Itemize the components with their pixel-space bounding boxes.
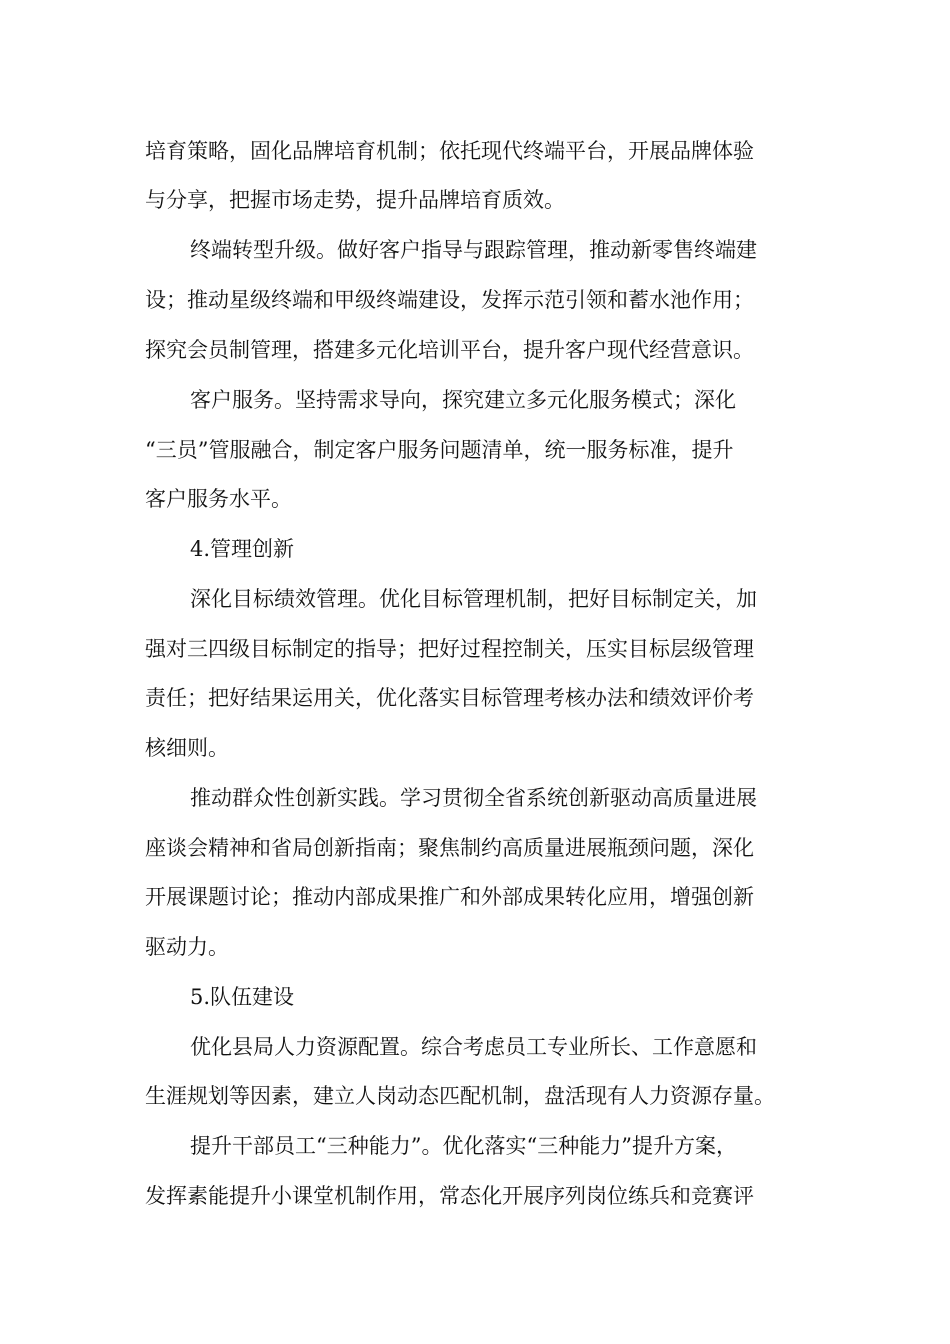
text-line: 探究会员制管理，搭建多元化培训平台，提升客户现代经营意识。: [145, 338, 754, 362]
text-line: 核细则。: [145, 736, 229, 760]
paragraph-start: 推动群众性创新实践。学习贯彻全省系统创新驱动高质量进展: [190, 786, 757, 810]
text-line: 培育策略，固化品牌培育机制；依托现代终端平台，开展品牌体验: [145, 139, 754, 163]
paragraph-start: 终端转型升级。做好客户指导与跟踪管理，推动新零售终端建: [190, 238, 757, 262]
text-line: 驱动力。: [145, 935, 229, 959]
text-line: “三员”管服融合，制定客户服务问题清单，统一服务标准，提升: [145, 438, 734, 462]
paragraph-start: 深化目标绩效管理。优化目标管理机制，把好目标制定关，加: [190, 587, 757, 611]
paragraph-start: 客户服务。坚持需求导向，探究建立多元化服务模式；深化: [190, 388, 736, 412]
text-line: 设；推动星级终端和甲级终端建设，发挥示范引领和蓄水池作用；: [145, 288, 754, 312]
section-heading: 4.管理创新: [190, 537, 295, 561]
paragraph-start: 优化县局人力资源配置。综合考虑员工专业所长、工作意愿和: [190, 1035, 757, 1059]
text-line: 发挥素能提升小课堂机制作用，常态化开展序列岗位练兵和竞赛评: [145, 1184, 754, 1208]
text-line: 座谈会精神和省局创新指南；聚焦制约高质量进展瓶颈问题，深化: [145, 836, 754, 860]
paragraph-start: 提升干部员工“三种能力”。优化落实“三种能力”提升方案，: [190, 1134, 737, 1158]
text-line: 强对三四级目标制定的指导；把好过程控制关，压实目标层级管理: [145, 637, 754, 661]
text-line: 责任；把好结果运用关，优化落实目标管理考核办法和绩效评价考: [145, 686, 754, 710]
text-line: 生涯规划等因素，建立人岗动态匹配机制，盘活现有人力资源存量。: [145, 1084, 775, 1108]
section-heading: 5.队伍建设: [190, 985, 295, 1009]
text-line: 开展课题讨论；推动内部成果推广和外部成果转化应用，增强创新: [145, 885, 754, 909]
text-line: 客户服务水平。: [145, 487, 292, 511]
text-line: 与分享，把握市场走势，提升品牌培育质效。: [145, 188, 565, 212]
